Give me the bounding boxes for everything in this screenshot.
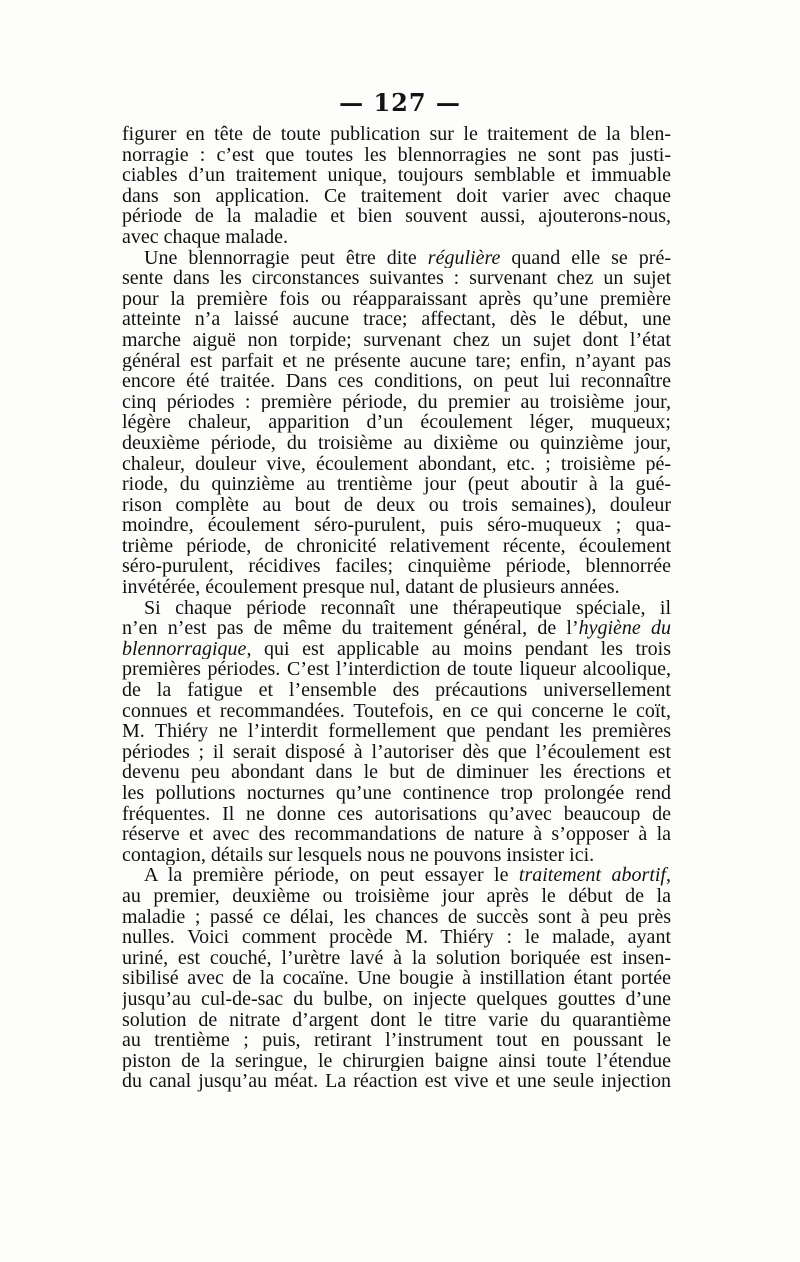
body-text (122, 124, 671, 1092)
paragraph (122, 248, 671, 598)
text-line: de la fatigue et l’ensemble des précautions universellement (122, 680, 671, 701)
text-line: piston de la seringue, le chirurgien baigne ainsi toute l’étendue (122, 1050, 671, 1072)
paragraph (122, 124, 671, 248)
text-line: sibilisé avec de la cocaïne. Une bougie à instillation étant portée (122, 968, 671, 989)
text-line: dans son application. Ce traitement doit varier avec chaque (122, 185, 671, 207)
text-line: du canal jusqu’au méat. La réaction est vive et une seule injection (122, 1071, 671, 1092)
text-line: n’en n’est pas de même du traitement général, de l’hygiène du (122, 618, 671, 639)
text-line: ciables d’un traitement unique, toujours semblable et immuable (122, 165, 671, 186)
text-line: chaleur, douleur vive, écoulement abondant, etc. ; troisième pé- (122, 453, 671, 475)
text-line: rison complète au bout de deux ou trois semaines), douleur (122, 494, 671, 516)
text-line: A la première période, on peut essayer le traitement abortif, (144, 865, 671, 886)
text-line: période de la maladie et bien souvent aussi, ajouterons-nous, (122, 206, 671, 227)
text-line: devenu peu abondant dans le but de diminuer les érections et (122, 762, 671, 783)
paragraph (122, 598, 671, 866)
text-line: riode, du quinzième au trentième jour (peut aboutir à la gué- (122, 474, 671, 495)
text-line: pour la première fois ou réapparaissant après qu’une première (122, 288, 671, 310)
text-line: séro-purulent, récidives faciles; cinquième période, blennorrée (122, 556, 671, 578)
text-line: les pollutions nocturnes qu’une continence trop prolongée rend (122, 783, 671, 804)
text-line: avec chaque malade. (122, 226, 289, 248)
text-line: Une blennorragie peut être dite régulière quand elle se pré- (144, 247, 671, 269)
text-line: trième période, de chronicité relativement récente, écoulement (122, 535, 671, 557)
text-line: connues et recommandées. Toutefois, en ce qui concerne le coït, (122, 700, 671, 722)
text-line: figurer en tête de toute publication sur le traitement de la blen- (122, 124, 671, 145)
text-line: norragie : c’est que toutes les blennorragies ne sont pas justi- (122, 144, 671, 166)
italic-text: blennorragique (122, 638, 247, 660)
text-line: nulles. Voici comment procède M. Thiéry : le malade, ayant (122, 927, 671, 948)
text-line: cinq périodes : première période, du premier au troisième jour, (122, 391, 671, 413)
text-line: encore été traitée. Dans ces conditions, on peut lui reconnaître (122, 371, 671, 392)
italic-text: régulière (427, 247, 501, 269)
text-line: uriné, est couché, l’urètre lavé à la solution boriquée est insen- (122, 947, 671, 969)
text-line: atteinte n’a laissé aucune trace; affectant, dès le début, une (122, 309, 671, 330)
text-line: M. Thiéry ne l’interdit formellement que pendant les premières (122, 721, 671, 742)
italic-text: hygiène du (578, 618, 671, 639)
text-line: premières périodes. C’est l’interdiction de toute liqueur alcoolique, (122, 659, 671, 681)
text-line: deuxième période, du troisième au dixième ou quinzième jour, (122, 432, 671, 454)
text-line: maladie ; passé ce délai, les chances de succès sont à peu près (122, 906, 671, 928)
text-line: jusqu’au cul-de-sac du bulbe, on injecte quelques gouttes d’une (122, 988, 671, 1010)
text-line: marche aiguë non torpide; survenant chez un sujet dont l’état (122, 329, 671, 351)
text-line: Si chaque période reconnaît une thérapeutique spéciale, il (144, 597, 671, 619)
italic-text: traitement abortif (518, 865, 666, 886)
text-line: sente dans les circonstances suivantes : survenant chez un sujet (122, 268, 671, 289)
text-line: réserve et avec des recommandations de nature à s’opposer à la (122, 824, 671, 845)
page-number: — 127 — (339, 88, 461, 117)
text-line: invétérée, écoulement presque nul, datant de plusieurs années. (122, 577, 620, 598)
text-line: solution de nitrate d’argent dont le titre varie du quarantième (122, 1009, 671, 1031)
text-line: moindre, écoulement séro-purulent, puis séro-muqueux ; qua- (122, 515, 671, 536)
text-line: contagion, détails sur lesquels nous ne pouvons insister ici. (122, 844, 595, 866)
text-line: général est parfait et ne présente aucune tare; enfin, n’ayant pas (122, 350, 671, 372)
text-line: blennorragique, qui est applicable au moins pendant les trois (122, 638, 671, 660)
text-line: fréquentes. Il ne donne ces autorisations qu’avec beaucoup de (122, 803, 671, 825)
text-line: au premier, deuxième ou troisième jour après le début de la (122, 885, 671, 907)
text-line: légère chaleur, apparition d’un écoulement léger, muqueux; (122, 412, 671, 433)
text-line: au trentième ; puis, retirant l’instrument tout en poussant le (122, 1030, 671, 1051)
text-line: périodes ; il serait disposé à l’autoriser dès que l’écoulement est (122, 741, 671, 763)
paragraph (122, 865, 671, 1092)
